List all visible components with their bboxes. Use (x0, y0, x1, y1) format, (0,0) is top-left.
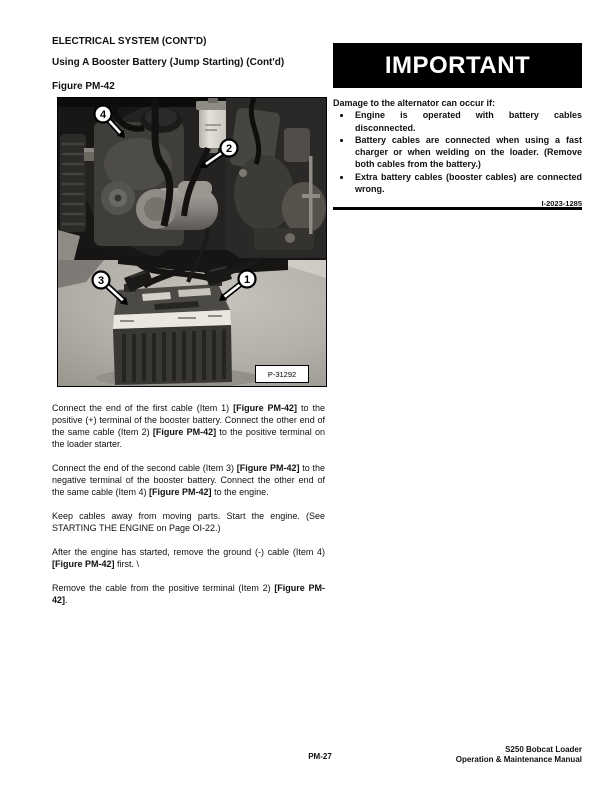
bullet-text: Battery cables are connected when using a fast charger or when welding on the loader. (Remove both cables from the battery.) (355, 134, 582, 170)
bullet-item (333, 171, 582, 196)
engine-right-machinery (226, 98, 326, 260)
callout-number: 1 (243, 273, 251, 286)
bullet-dot-icon (340, 139, 343, 142)
figure-photo (57, 97, 327, 387)
bullet-dot-icon (340, 114, 343, 117)
bullet-text: Extra battery cables (booster cables) are connected wrong. (355, 171, 582, 195)
callout-number: 3 (97, 274, 105, 287)
important-banner (333, 43, 582, 88)
paragraph: Remove the cable from the positive terminal (Item 2) [Figure PM-42]. (52, 583, 325, 605)
paragraph: Connect the end of the first cable (Item 1) [Figure PM-42] to the positive (+) terminal of the booster battery. Connect the other end of the same cable (Item 2) [Figure PM-42] to the positive terminal on the loader starter. (52, 403, 325, 449)
photo-ref-text: P-31292 (267, 370, 297, 379)
section-title: ELECTRICAL SYSTEM (CONT'D) (52, 36, 207, 47)
bullet-item (333, 134, 582, 171)
callout-number: 4 (99, 108, 107, 121)
important-title: IMPORTANT (384, 51, 531, 79)
divider-rule (333, 207, 582, 210)
footer-doc-line1: S250 Bobcat Loader (505, 745, 582, 754)
footer-doc-line2: Operation & Maintenance Manual (455, 755, 582, 764)
bullet-text: Engine is operated with battery cables disconnected. (355, 110, 582, 133)
footer-page-number: PM-27 (308, 752, 332, 761)
bullet-marker (333, 134, 355, 171)
important-intro: Damage to the alternator can occur if: (333, 98, 496, 108)
bullet-item (333, 109, 582, 134)
important-box (333, 43, 582, 211)
paragraph: Keep cables away from moving parts. Start the engine. (See STARTING THE ENGINE on Page OI-22.) (52, 511, 325, 533)
bullet-dot-icon (340, 176, 343, 179)
important-body (333, 97, 582, 211)
engine-area (58, 98, 326, 272)
important-ref-code: I-2023-1285 (541, 199, 582, 209)
callout-number: 2 (225, 142, 233, 155)
paragraph: After the engine has started, remove the ground (-) cable (Item 4) [Figure PM-42] first. \ (52, 547, 325, 569)
photo-ref-label (256, 366, 309, 383)
subsection-title: Using A Booster Battery (Jump Starting) (Cont'd) (52, 57, 285, 68)
bullet-marker (333, 109, 355, 134)
body-text (52, 402, 325, 618)
footer-doc-title (456, 745, 582, 765)
figure-label: Figure PM-42 (52, 81, 115, 92)
paragraph: Connect the end of the second cable (Item 3) [Figure PM-42] to the negative terminal of the booster battery. Connect the other end of the same cable (Item 4) [Figure PM-42] to the engine. (52, 463, 325, 497)
engine-battery-photo (58, 98, 326, 386)
bullet-marker (333, 171, 355, 196)
